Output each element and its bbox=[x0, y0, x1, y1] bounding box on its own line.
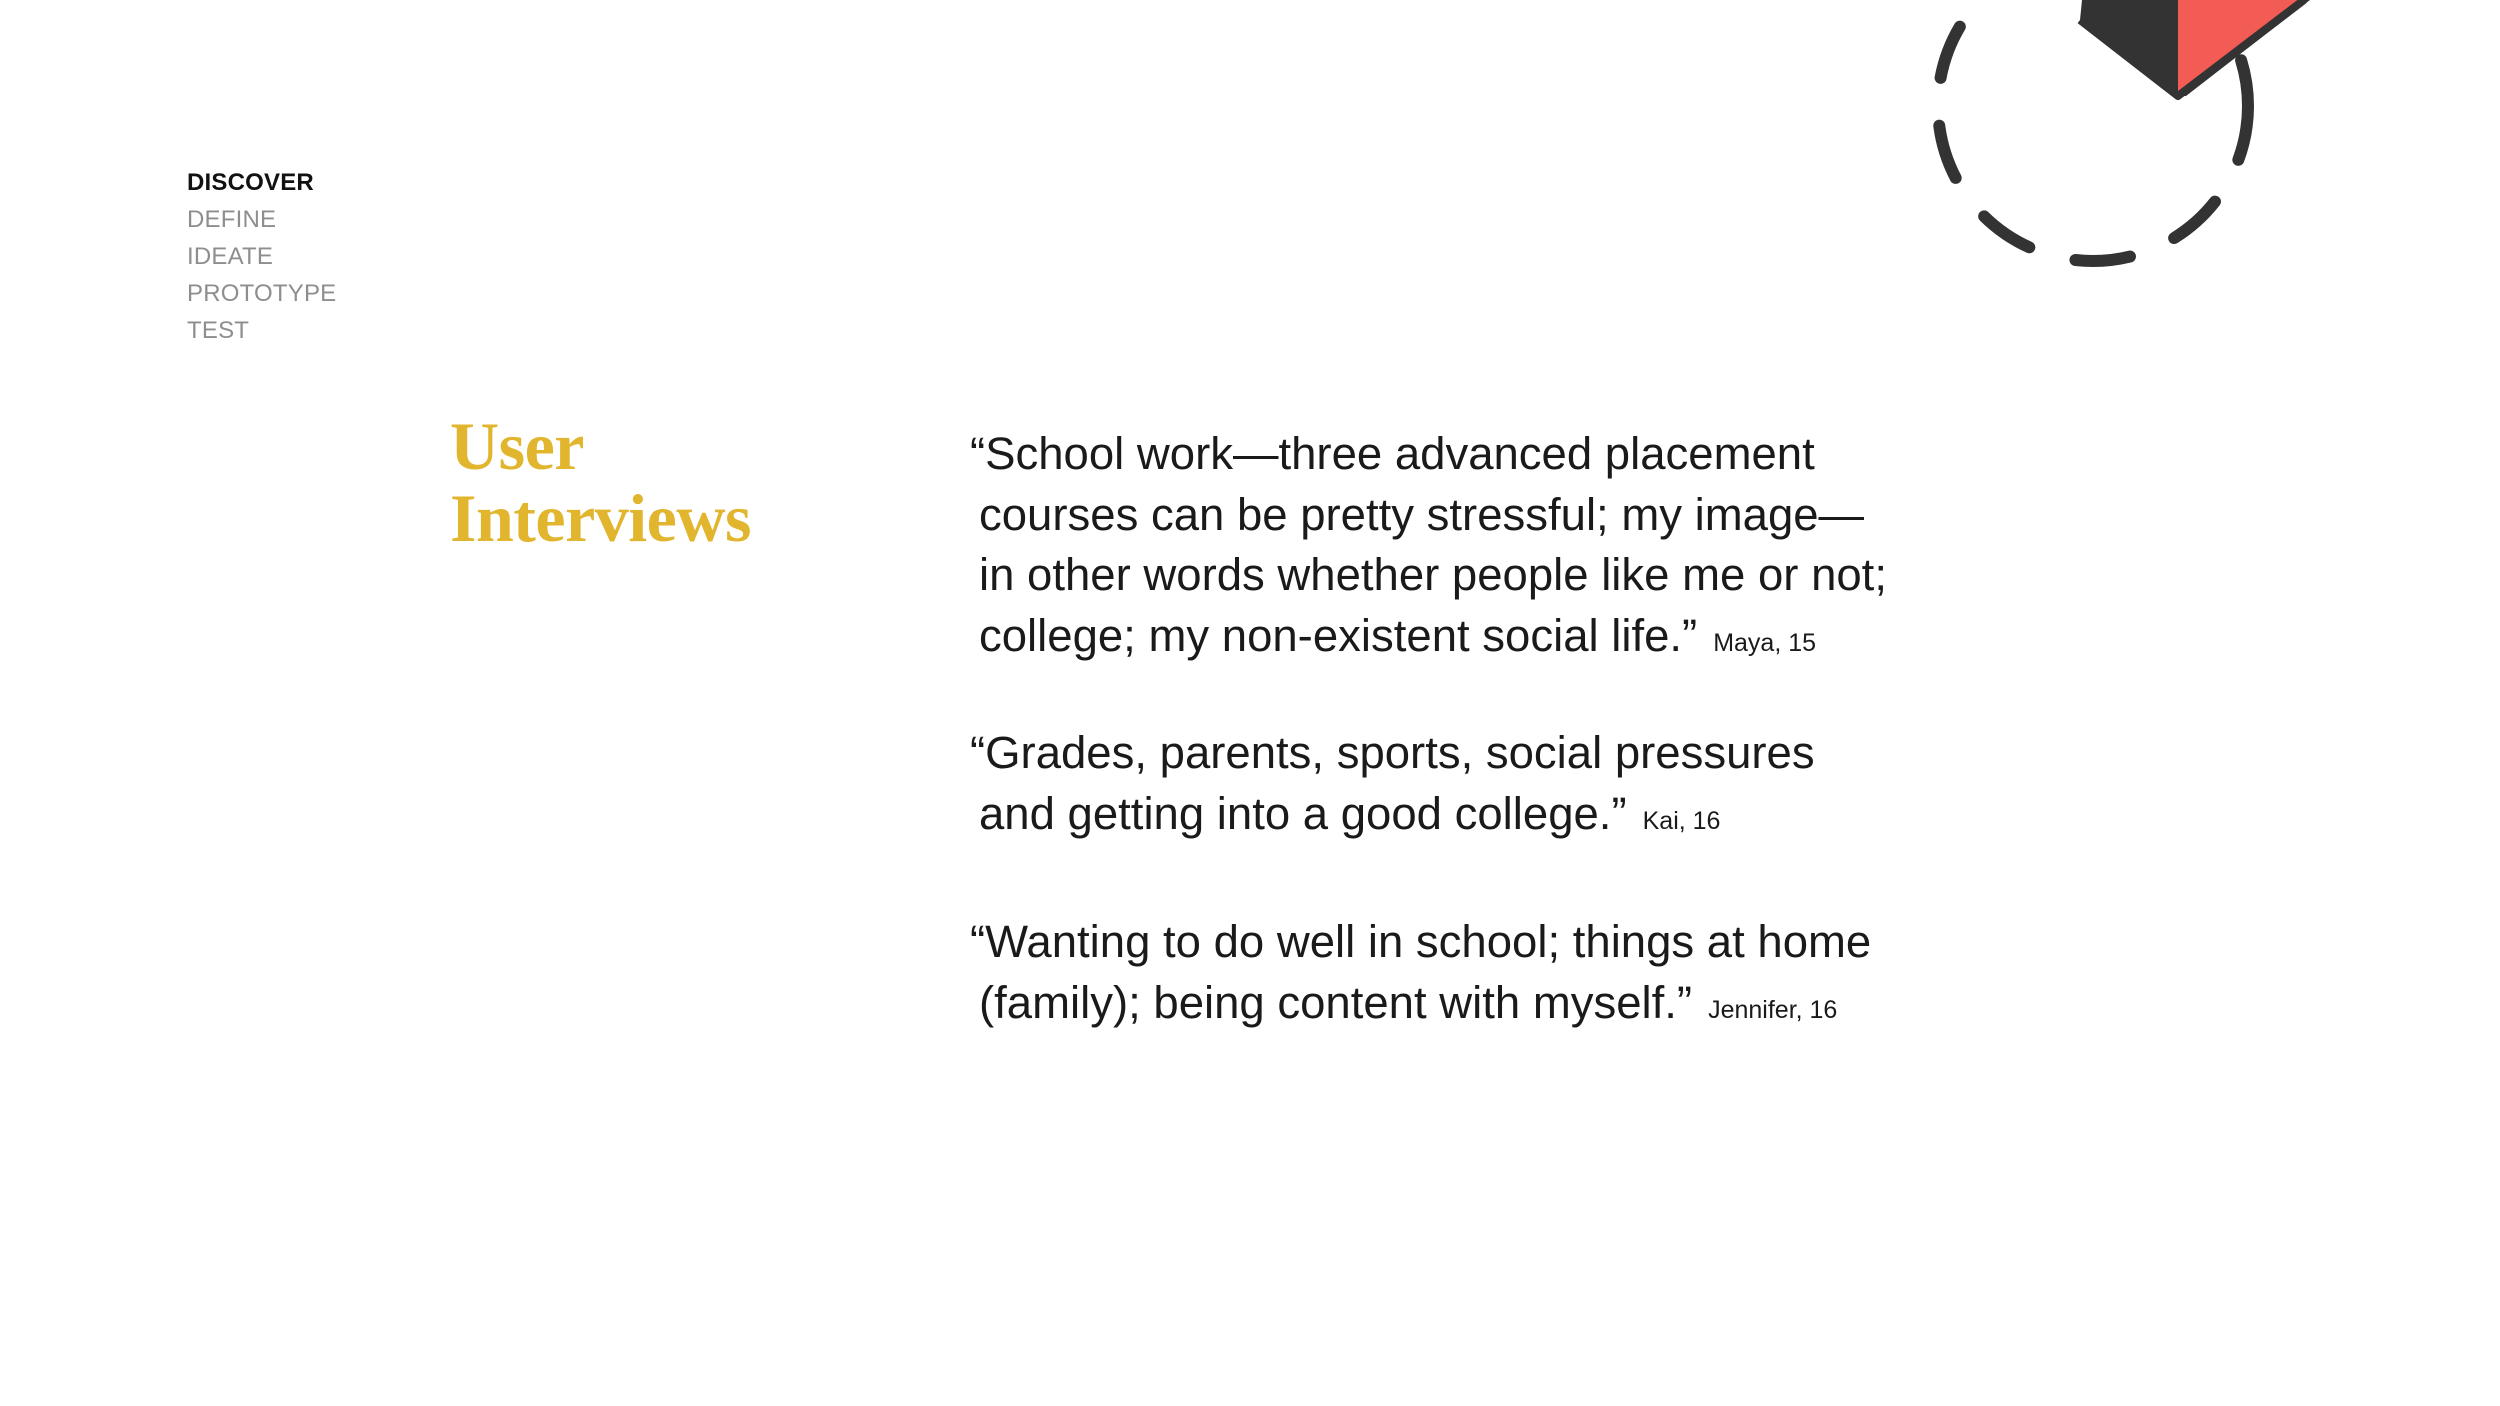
quote-jennifer bbox=[970, 912, 1871, 1040]
quote-line: courses can be pretty stressful; my image— bbox=[979, 488, 1865, 540]
quote-text: (family); being content with myself.” bbox=[979, 976, 1693, 1028]
section-title bbox=[450, 410, 751, 554]
quote-text: college; my non-existent social life.” bbox=[979, 609, 1698, 661]
process-stage-nav bbox=[187, 164, 336, 349]
quote-kai bbox=[970, 723, 1815, 851]
quote-line: in other words whether people like me or not; bbox=[979, 549, 1887, 600]
nav-item-ideate[interactable]: IDEATE bbox=[187, 243, 274, 270]
quote-attribution: Kai, 16 bbox=[1642, 806, 1721, 835]
quote-maya bbox=[970, 424, 1887, 673]
quote-attribution: Maya, 15 bbox=[1713, 628, 1817, 657]
quote-line: “Grades, parents, sports, social pressures bbox=[970, 727, 1815, 778]
section-title-line-2: Interviews bbox=[450, 480, 751, 556]
dashed-circle-icon bbox=[1938, 0, 2248, 261]
quote-line: “School work—three advanced placement bbox=[970, 428, 1815, 479]
section-title-line-1: User bbox=[450, 408, 584, 484]
quote-line-last bbox=[970, 606, 1887, 674]
nav-item-test[interactable]: TEST bbox=[187, 317, 250, 344]
quote-line-last bbox=[970, 973, 1871, 1041]
nav-item-prototype[interactable]: PROTOTYPE bbox=[187, 280, 337, 307]
quote-line: “Wanting to do well in school; things at home bbox=[970, 916, 1872, 967]
quote-line-last bbox=[970, 784, 1815, 852]
cube-icon bbox=[2080, 0, 2310, 96]
quote-text: and getting into a good college.” bbox=[979, 787, 1627, 839]
nav-item-discover[interactable]: DISCOVER bbox=[187, 169, 314, 196]
quote-attribution: Jennifer, 16 bbox=[1708, 995, 1838, 1024]
nav-item-define[interactable]: DEFINE bbox=[187, 206, 277, 233]
